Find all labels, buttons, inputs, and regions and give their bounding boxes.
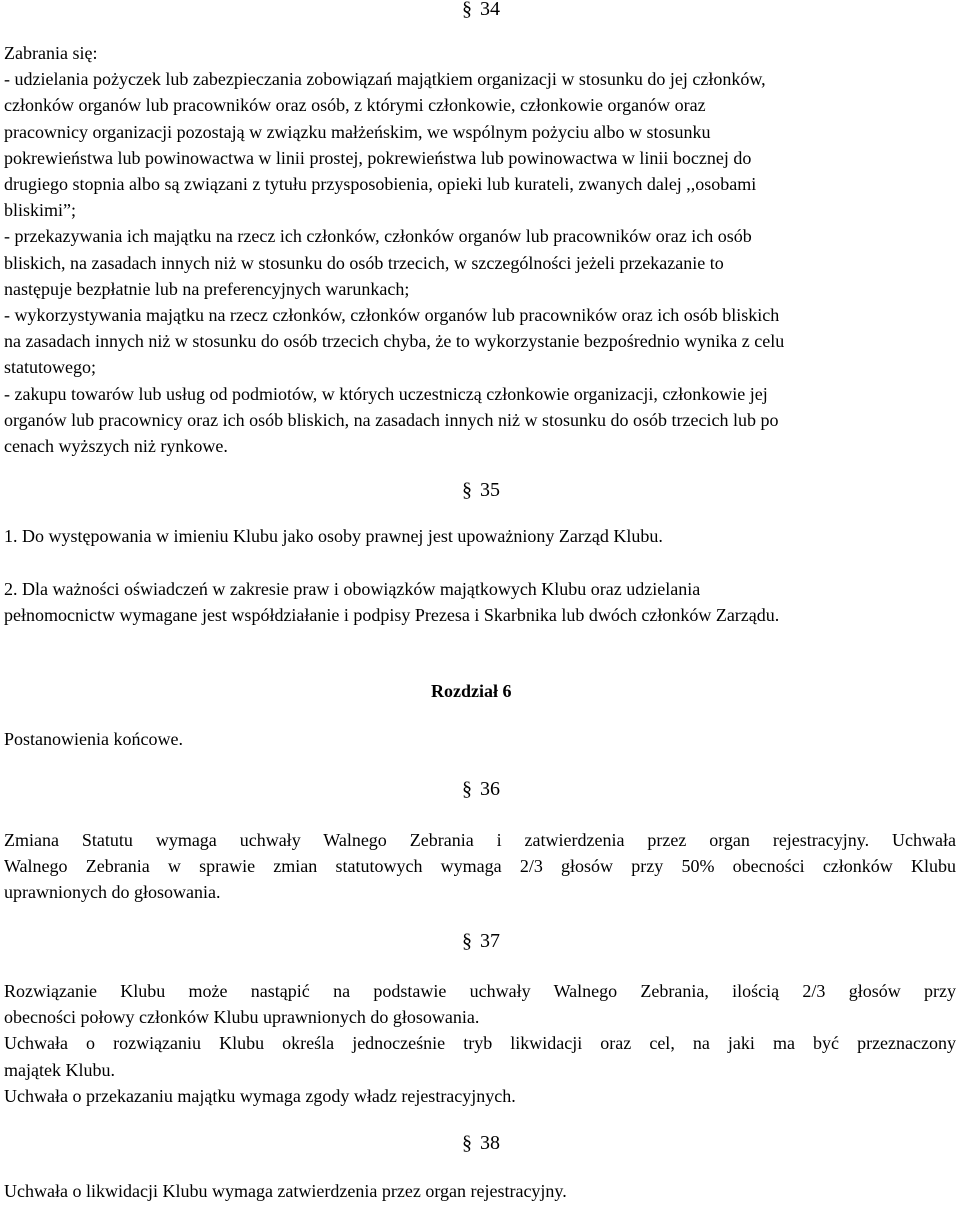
text-line: obecności połowy członków Klubu uprawnionych do głosowania. — [4, 1007, 480, 1028]
section-symbol: § — [462, 778, 472, 800]
section-35-heading — [462, 478, 500, 502]
text-line: cenach wyższych niż rynkowe. — [4, 436, 228, 457]
section-36-text — [4, 827, 956, 906]
section-34-text — [4, 40, 956, 459]
text-line: Uchwała o przekazaniu majątku wymaga zgody władz rejestracyjnych. — [4, 1085, 516, 1106]
text-line: bliskimi”; — [4, 200, 76, 221]
section-35-item-1: 1. Do występowania w imieniu Klubu jako osoby prawnej jest upoważniony Zarząd Klubu. — [4, 526, 663, 546]
text-line: drugiego stopnia albo są związani z tytułu przysposobienia, opieki lub kurateli, zwanych dalej ,,osobami — [4, 174, 757, 195]
text-line: Zabrania się: — [4, 43, 98, 63]
text-line: pokrewieństwa lub powinowactwa w linii prostej, pokrewieństwa lub powinowactwa w linii bocznej do — [4, 147, 752, 168]
text-line: na zasadach innych niż w stosunku do osób trzecich chyba, że to wykorzystanie bezpośrednio wynika z celu — [4, 331, 785, 352]
text-line: statutowego; — [4, 357, 96, 378]
text-line: - przekazywania ich majątku na rzecz ich członków, członków organów lub pracowników oraz ich osób — [4, 226, 752, 247]
section-38-text: Uchwała o likwidacji Klubu wymaga zatwierdzenia przez organ rejestracyjny. — [4, 1181, 567, 1201]
text-line: pełnomocnictw wymagane jest współdziałanie i podpisy Prezesa i Skarbnika lub dwóch członków Zarządu. — [4, 605, 780, 626]
section-35-item-2 — [4, 576, 956, 628]
section-number: 34 — [480, 0, 500, 20]
text-line: - wykorzystywania majątku na rzecz członków, członków organów lub pracowników oraz ich osób bliskich — [4, 305, 780, 326]
text-line: następuje bezpłatnie lub na preferencyjnych warunkach; — [4, 278, 410, 299]
section-34-heading — [462, 0, 500, 21]
text-line: Rozwiązanie Klubu może nastąpić na podstawie uchwały Walnego Zebrania, ilością 2/3 głosów przy — [4, 981, 956, 1001]
text-line: Walnego Zebrania w sprawie zmian statutowych wymaga 2/3 głosów przy 50% obecności członków Klubu — [4, 856, 956, 877]
text-line: majątek Klubu. — [4, 1059, 115, 1080]
text-line: Uchwała o rozwiązaniu Klubu określa jednocześnie tryb likwidacji oraz cel, na jaki ma być przeznaczony — [4, 1033, 956, 1054]
section-symbol: § — [462, 479, 472, 501]
section-symbol: § — [462, 1132, 472, 1154]
section-38-heading — [462, 1131, 500, 1155]
text-line: - udzielania pożyczek lub zabezpieczania zobowiązań majątkiem organizacji w stosunku do jej członków, — [4, 69, 766, 90]
text-line: uprawnionych do głosowania. — [4, 882, 221, 903]
section-number: 38 — [480, 1132, 500, 1154]
text-line: Zmiana Statutu wymaga uchwały Walnego Zebrania i zatwierdzenia przez organ rejestracyjny. Uchwała — [4, 830, 956, 850]
text-line: organów lub pracownicy oraz ich osób bliskich, na zasadach innych niż w stosunku do osób trzecich lub po — [4, 409, 779, 430]
chapter-subtitle: Postanowienia końcowe. — [4, 729, 183, 749]
section-number: 36 — [480, 778, 500, 800]
text-line: - zakupu towarów lub usług od podmiotów, w których uczestniczą członkowie organizacji, członkowie jej — [4, 383, 768, 404]
text-line: członków organów lub pracowników oraz osób, z którymi członkowie, członkowie organów oraz — [4, 95, 706, 116]
text-line: pracownicy organizacji pozostają w związku małżeńskim, we wspólnym pożyciu albo w stosunku — [4, 121, 711, 142]
text-line: bliskich, na zasadach innych niż w stosunku do osób trzecich, w szczególności jeżeli przekazanie to — [4, 252, 724, 273]
chapter-title: Rozdział 6 — [431, 681, 512, 701]
section-number: 37 — [480, 930, 500, 952]
section-symbol: § — [462, 0, 472, 20]
section-37-heading — [462, 929, 500, 953]
section-number: 35 — [480, 479, 500, 501]
section-symbol: § — [462, 930, 472, 952]
text-line: 2. Dla ważności oświadczeń w zakresie praw i obowiązków majątkowych Klubu oraz udzielania — [4, 579, 701, 599]
section-36-heading — [462, 777, 500, 801]
section-37-text — [4, 978, 956, 1109]
